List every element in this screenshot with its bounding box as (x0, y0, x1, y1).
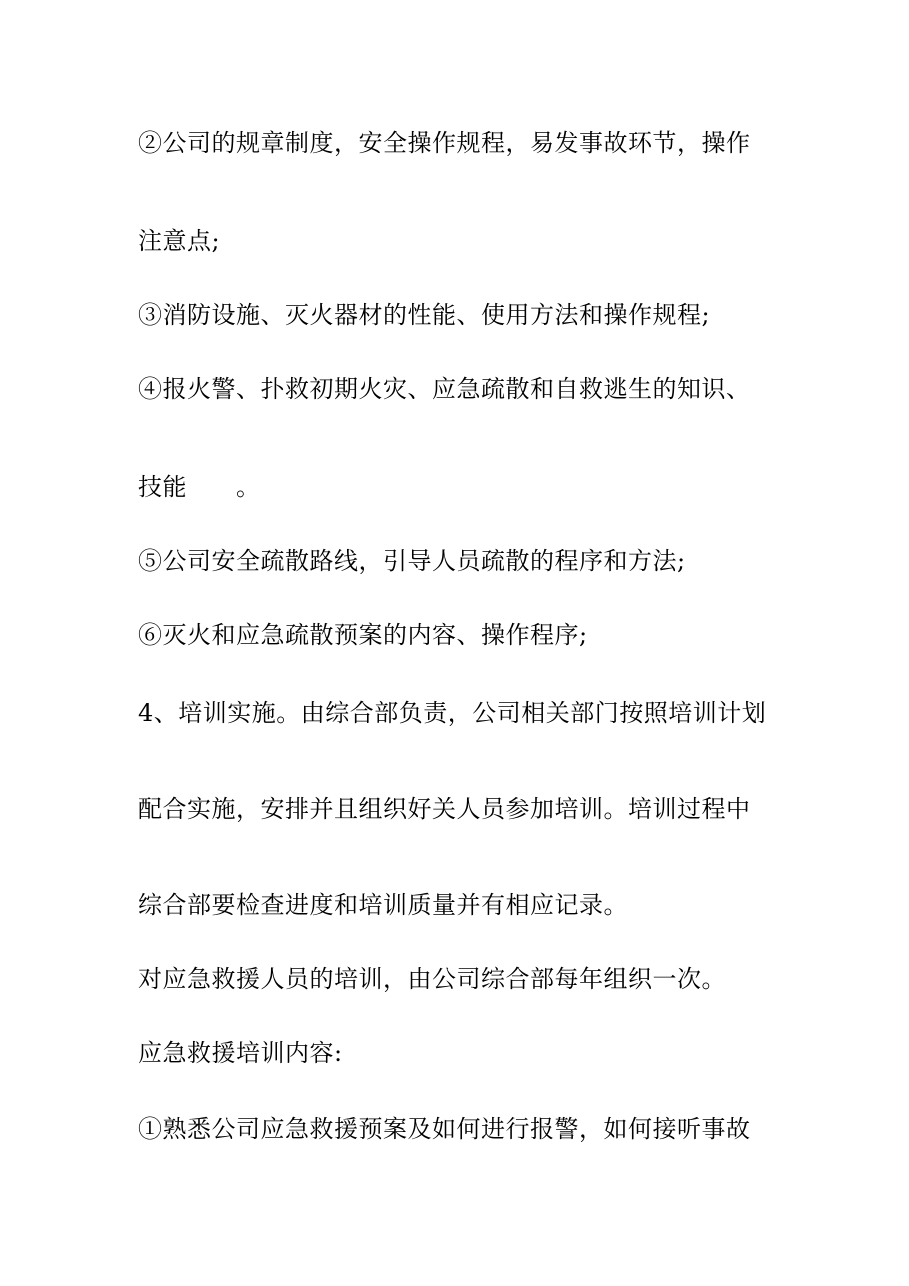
text-line-rescue-training: 对应急救援人员的培训，由公司综合部每年组织一次。 (138, 965, 726, 993)
text-line-rescue-content-heading: 应急救援培训内容: (138, 1039, 343, 1067)
text-line-section-4-cont-1: 配合实施，安排并且组织好关人员参加培训。培训过程中 (138, 795, 751, 823)
text-line-item-5-evacuation-route: ⑤公司安全疏散路线，引导人员疏散的程序和方法; (138, 547, 686, 575)
text-line-item-6-evacuation-plan: ⑥灭火和应急疏散预案的内容、操作程序; (138, 621, 588, 649)
text-line-item-2-rules: ②公司的规章制度，安全操作规程，易发事故环节，操作 (138, 129, 751, 157)
text-line-section-4-training: 4、培训实施。由综合部负责，公司相关部门按照培训计划 (138, 699, 767, 727)
text-line-item-2-cont: 注意点; (138, 227, 221, 255)
text-line-item-3-fire-facilities: ③消防设施、灭火器材的性能、使用方法和操作规程; (138, 301, 711, 329)
text-line-section-4-cont-2: 综合部要检查进度和培训质量并有相应记录。 (138, 891, 628, 919)
text-line-item-4-cont: 技能 。 (138, 473, 261, 501)
text-line-rescue-item-1: ①熟悉公司应急救援预案及如何进行报警，如何接听事故 (138, 1115, 751, 1143)
text-line-item-4-fire-alarm: ④报火警、扑救初期火灾、应急疏散和自救逃生的知识、 (138, 375, 751, 403)
